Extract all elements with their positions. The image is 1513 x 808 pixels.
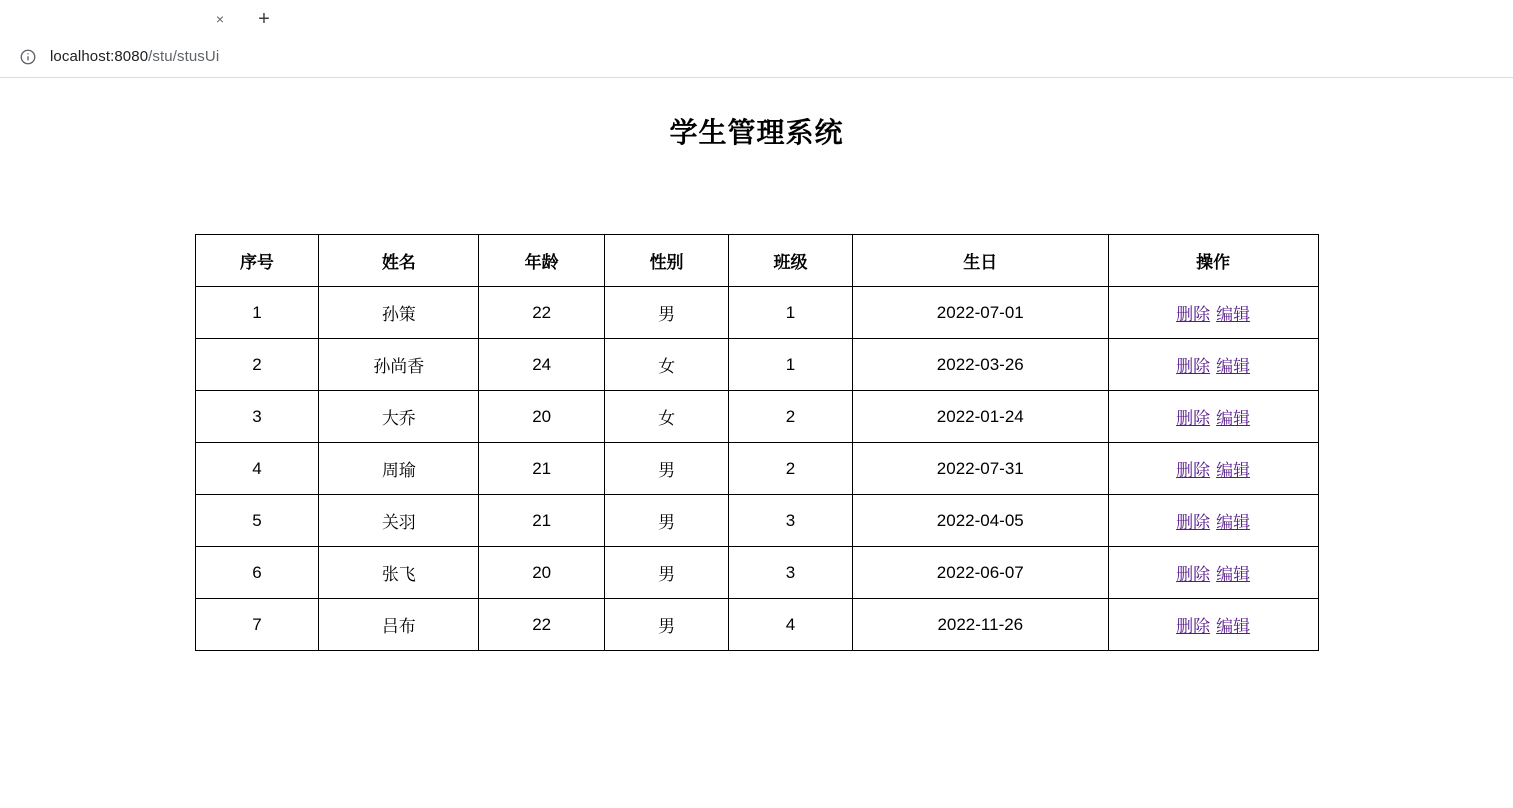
- edit-link[interactable]: 编辑: [1216, 513, 1251, 532]
- cell-gender: 男: [605, 443, 729, 495]
- tab-strip: [0, 0, 1513, 36]
- close-icon[interactable]: ×: [215, 11, 225, 27]
- url-host: localhost:8080: [50, 48, 149, 65]
- cell-age: 20: [479, 547, 605, 599]
- cell-birthday: 2022-06-07: [852, 547, 1108, 599]
- cell-name: 吕布: [319, 599, 479, 651]
- cell-class: 2: [729, 443, 853, 495]
- table-header-row: [195, 235, 1318, 287]
- edit-link[interactable]: 编辑: [1216, 565, 1251, 584]
- cell-actions: [1108, 391, 1318, 443]
- cell-gender: 女: [605, 391, 729, 443]
- cell-name: 周瑜: [319, 443, 479, 495]
- cell-name: 孙尚香: [319, 339, 479, 391]
- column-header-class: 班级: [729, 235, 853, 287]
- cell-gender: 男: [605, 599, 729, 651]
- cell-actions: [1108, 287, 1318, 339]
- cell-name: 张飞: [319, 547, 479, 599]
- cell-age: 20: [479, 391, 605, 443]
- cell-actions: [1108, 599, 1318, 651]
- cell-age: 21: [479, 443, 605, 495]
- cell-name: 大乔: [319, 391, 479, 443]
- cell-index: 1: [195, 287, 319, 339]
- browser-tab[interactable]: [20, 2, 240, 36]
- table-row: [195, 287, 1318, 339]
- cell-actions: [1108, 443, 1318, 495]
- cell-class: 3: [729, 495, 853, 547]
- edit-link[interactable]: 编辑: [1216, 617, 1251, 636]
- delete-link[interactable]: 删除: [1176, 461, 1211, 480]
- new-tab-icon[interactable]: +: [258, 7, 270, 30]
- cell-name: 孙策: [319, 287, 479, 339]
- cell-class: 4: [729, 599, 853, 651]
- cell-class: 2: [729, 391, 853, 443]
- table-row: [195, 443, 1318, 495]
- delete-link[interactable]: 删除: [1176, 305, 1211, 324]
- table-row: [195, 547, 1318, 599]
- edit-link[interactable]: 编辑: [1216, 409, 1251, 428]
- cell-gender: 女: [605, 339, 729, 391]
- table-row: [195, 495, 1318, 547]
- cell-class: 1: [729, 339, 853, 391]
- delete-link[interactable]: 删除: [1176, 617, 1211, 636]
- cell-age: 21: [479, 495, 605, 547]
- cell-index: 5: [195, 495, 319, 547]
- cell-name: 关羽: [319, 495, 479, 547]
- column-header-age: 年龄: [479, 235, 605, 287]
- cell-class: 1: [729, 287, 853, 339]
- cell-index: 6: [195, 547, 319, 599]
- cell-birthday: 2022-11-26: [852, 599, 1108, 651]
- cell-index: 7: [195, 599, 319, 651]
- table-row: [195, 339, 1318, 391]
- delete-link[interactable]: 删除: [1176, 357, 1211, 376]
- cell-actions: [1108, 339, 1318, 391]
- cell-age: 22: [479, 599, 605, 651]
- cell-age: 24: [479, 339, 605, 391]
- cell-gender: 男: [605, 547, 729, 599]
- column-header-name: 姓名: [319, 235, 479, 287]
- cell-index: 2: [195, 339, 319, 391]
- column-header-index: 序号: [195, 235, 319, 287]
- column-header-actions: 操作: [1108, 235, 1318, 287]
- delete-link[interactable]: 删除: [1176, 565, 1211, 584]
- cell-index: 4: [195, 443, 319, 495]
- student-table: [195, 234, 1319, 651]
- cell-class: 3: [729, 547, 853, 599]
- page-content: [0, 78, 1513, 807]
- cell-birthday: 2022-04-05: [852, 495, 1108, 547]
- info-circle-icon[interactable]: [14, 43, 42, 71]
- delete-link[interactable]: 删除: [1176, 513, 1211, 532]
- browser-chrome: [0, 0, 1513, 78]
- cell-birthday: 2022-03-26: [852, 339, 1108, 391]
- edit-link[interactable]: 编辑: [1216, 357, 1251, 376]
- delete-link[interactable]: 删除: [1176, 409, 1211, 428]
- cell-index: 3: [195, 391, 319, 443]
- table-row: [195, 391, 1318, 443]
- url-text[interactable]: [50, 48, 219, 65]
- edit-link[interactable]: 编辑: [1216, 461, 1251, 480]
- address-bar[interactable]: [0, 36, 1513, 78]
- table-body: [195, 287, 1318, 651]
- cell-age: 22: [479, 287, 605, 339]
- cell-birthday: 2022-07-31: [852, 443, 1108, 495]
- url-path: /stu/stusUi: [148, 48, 220, 65]
- table-header: [195, 235, 1318, 287]
- cell-birthday: 2022-07-01: [852, 287, 1108, 339]
- table-row: [195, 599, 1318, 651]
- cell-birthday: 2022-01-24: [852, 391, 1108, 443]
- page-title: 学生管理系统: [669, 117, 844, 148]
- cell-actions: [1108, 547, 1318, 599]
- edit-link[interactable]: 编辑: [1216, 305, 1251, 324]
- student-table-container: [0, 234, 1513, 651]
- cell-gender: 男: [605, 287, 729, 339]
- cell-actions: [1108, 495, 1318, 547]
- tab-strip-divider: [0, 35, 1513, 36]
- column-header-birthday: 生日: [852, 235, 1108, 287]
- column-header-gender: 性别: [605, 235, 729, 287]
- cell-gender: 男: [605, 495, 729, 547]
